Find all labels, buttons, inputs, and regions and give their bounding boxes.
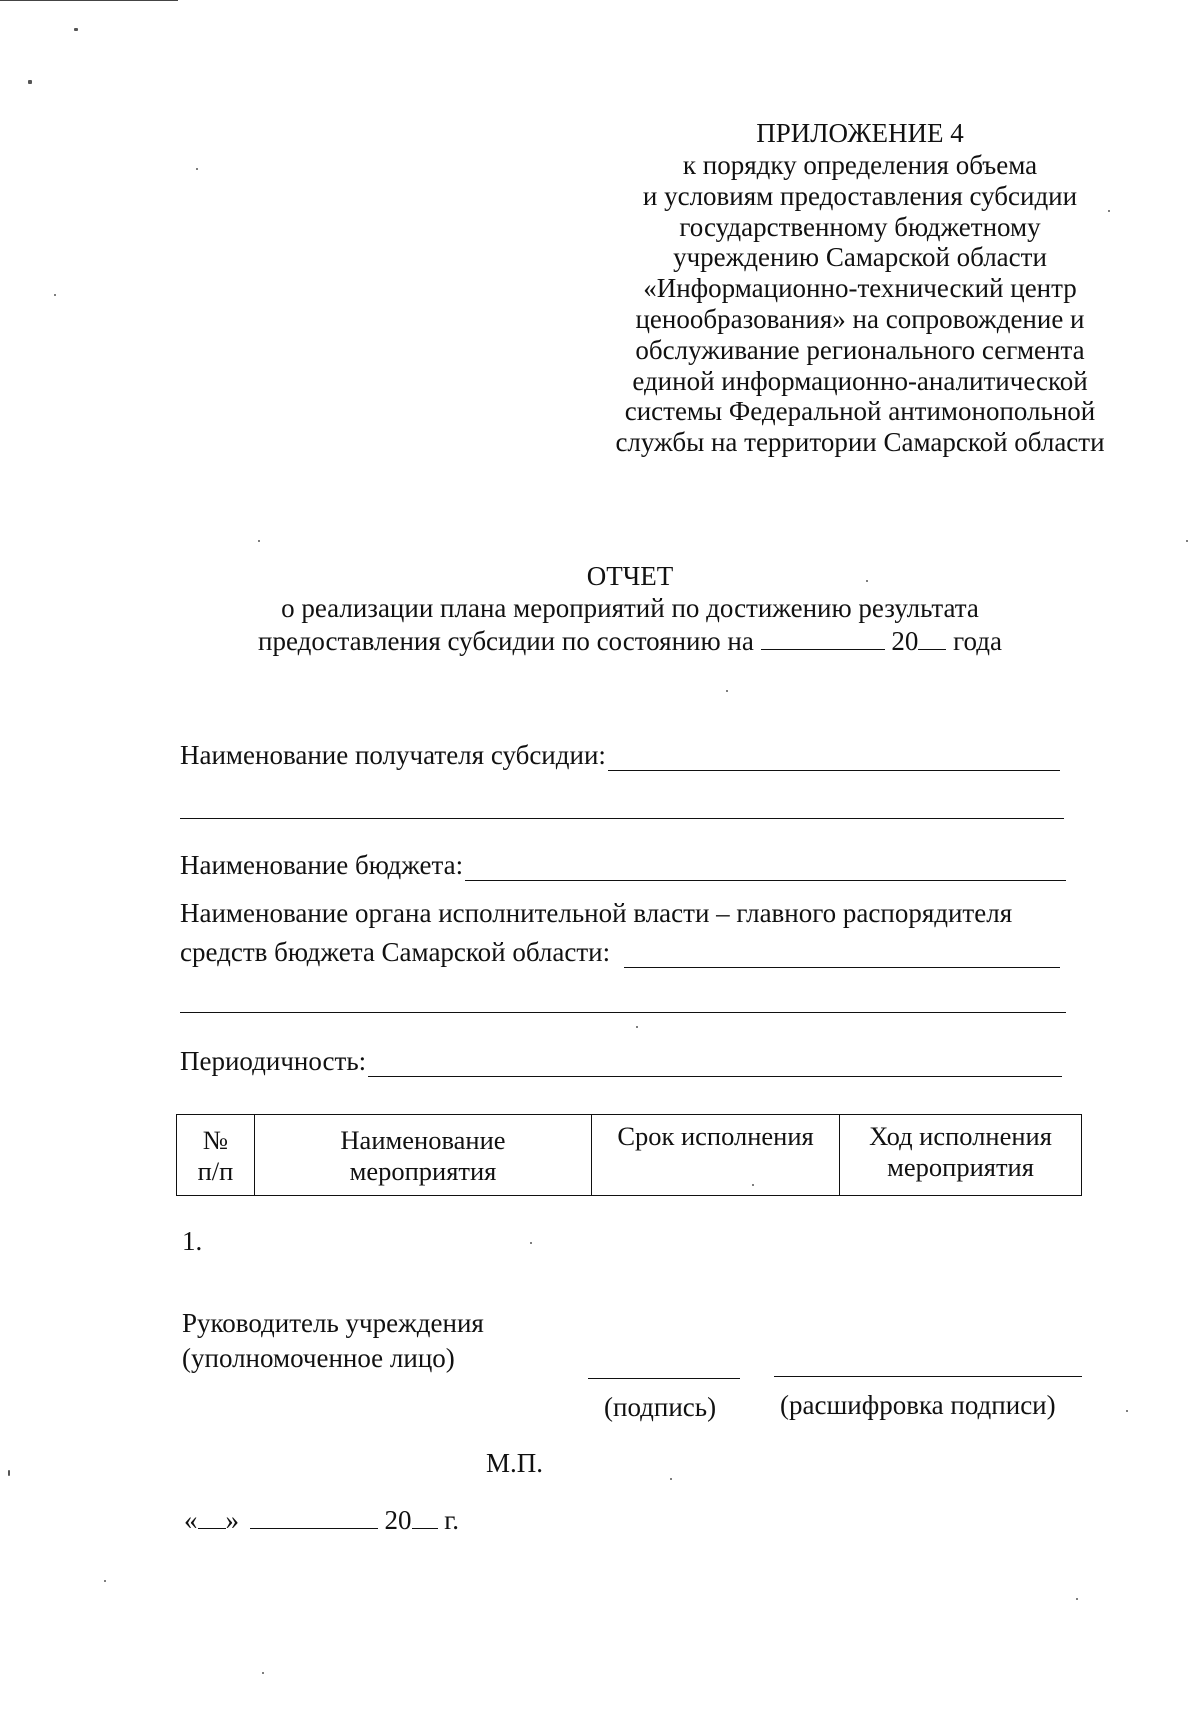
report-subtitle-suffix: года bbox=[953, 626, 1002, 656]
scan-speck bbox=[258, 540, 260, 542]
date-blank[interactable] bbox=[761, 627, 885, 650]
appendix-line: системы Федеральной антимонопольной bbox=[624, 396, 1096, 427]
date-suffix: г. bbox=[444, 1505, 460, 1535]
budget-label: Наименование бюджета: bbox=[180, 850, 464, 880]
scan-speck bbox=[670, 1478, 672, 1480]
appendix-line: ценообразования» на сопровождение и bbox=[635, 303, 1085, 334]
header-cell-line: Ход исполнения bbox=[869, 1121, 1052, 1151]
header-cell-line: № bbox=[202, 1125, 229, 1155]
date-day-field[interactable] bbox=[198, 1508, 226, 1529]
appendix-line: и условиям предоставления субсидии bbox=[642, 180, 1078, 211]
header-cell-line: п/п bbox=[197, 1156, 234, 1186]
recipient-field[interactable] bbox=[608, 746, 1060, 771]
scan-speck bbox=[530, 1242, 532, 1244]
date-month-field[interactable] bbox=[250, 1506, 378, 1529]
scan-speck bbox=[196, 168, 198, 170]
header-cell-line: мероприятия bbox=[887, 1152, 1034, 1182]
authority-field-continuation[interactable] bbox=[180, 1012, 1066, 1013]
periodicity-field[interactable] bbox=[368, 1052, 1062, 1077]
scan-speck bbox=[54, 294, 56, 296]
appendix-line: «Информационно-технический центр bbox=[643, 273, 1077, 304]
header-deadline bbox=[592, 1115, 840, 1196]
report-subtitle-line1: о реализации плана мероприятий по достижению результата bbox=[281, 593, 979, 623]
scan-speck bbox=[636, 1026, 638, 1028]
date-year-prefix: 20 bbox=[384, 1505, 412, 1535]
report-subtitle-prefix: предоставления субсидии по состоянию на bbox=[258, 626, 754, 656]
report-title-block bbox=[130, 560, 1130, 658]
scan-speck bbox=[74, 28, 78, 31]
scan-speck bbox=[726, 690, 728, 692]
scan-speck bbox=[1076, 1598, 1078, 1600]
signature-caption: (подпись) bbox=[604, 1392, 717, 1422]
scan-edge-line bbox=[0, 0, 178, 1]
appendix-line: учреждению Самарской области bbox=[673, 242, 1047, 273]
appendix-line: единой информационно-аналитической bbox=[632, 365, 1088, 396]
date-open-quote: « bbox=[184, 1505, 198, 1535]
scan-speck bbox=[752, 1184, 754, 1186]
scan-speck bbox=[1108, 210, 1110, 212]
table-header-row bbox=[177, 1115, 1082, 1196]
date-close-quote: » bbox=[225, 1505, 239, 1535]
recipient-row bbox=[180, 740, 1066, 771]
appendix-header bbox=[590, 118, 1130, 458]
recipient-label: Наименование получателя субсидии: bbox=[180, 740, 606, 770]
scan-speck bbox=[262, 1672, 264, 1674]
periodicity-row bbox=[180, 1046, 1062, 1077]
report-heading: ОТЧЕТ bbox=[586, 561, 674, 591]
periodicity-label: Периодичность: bbox=[180, 1046, 367, 1076]
head-label-line2: (уполномоченное лицо) bbox=[182, 1343, 455, 1373]
appendix-line: обслуживание регионального сегмента bbox=[635, 334, 1085, 365]
measures-table bbox=[176, 1114, 1082, 1196]
signature-decoding-field[interactable] bbox=[774, 1376, 1082, 1377]
header-progress bbox=[840, 1115, 1082, 1196]
authority-field[interactable] bbox=[624, 943, 1060, 968]
budget-field[interactable] bbox=[465, 856, 1066, 881]
appendix-title: ПРИЛОЖЕНИЕ 4 bbox=[756, 118, 964, 148]
head-label-line1: Руководитель учреждения bbox=[182, 1308, 484, 1338]
appendix-line: государственному бюджетному bbox=[679, 211, 1041, 242]
date-year-field[interactable] bbox=[412, 1506, 438, 1529]
appendix-line: службы на территории Самарской области bbox=[615, 427, 1105, 458]
header-cell-line: Срок исполнения bbox=[617, 1121, 814, 1151]
year-blank[interactable] bbox=[918, 627, 946, 650]
scan-speck bbox=[28, 80, 32, 84]
scan-speck bbox=[1186, 540, 1188, 542]
header-measure-name bbox=[254, 1115, 591, 1196]
budget-row bbox=[180, 850, 1066, 881]
header-number bbox=[177, 1115, 255, 1196]
authority-row bbox=[180, 937, 1060, 968]
signature-field[interactable] bbox=[588, 1378, 740, 1379]
recipient-field-continuation[interactable] bbox=[180, 818, 1064, 819]
authority-label-line2: средств бюджета Самарской области: bbox=[180, 937, 611, 967]
report-year-prefix: 20 bbox=[891, 626, 919, 656]
table-row-number: 1. bbox=[182, 1226, 203, 1256]
authority-label-line1: Наименование органа исполнительной власти – главного распорядителя bbox=[180, 898, 1013, 928]
scan-speck bbox=[1126, 1410, 1128, 1412]
scan-speck bbox=[104, 1580, 106, 1582]
decoding-caption: (расшифровка подписи) bbox=[780, 1390, 1056, 1420]
date-line bbox=[184, 1505, 459, 1536]
appendix-line: к порядку определения объема bbox=[682, 150, 1038, 180]
header-cell-line: мероприятия bbox=[349, 1156, 497, 1186]
scan-speck bbox=[8, 1470, 10, 1476]
stamp-mark: М.П. bbox=[486, 1448, 544, 1478]
scan-speck bbox=[866, 580, 868, 582]
report-subtitle-line2 bbox=[130, 625, 1130, 658]
header-cell-line: Наименование bbox=[340, 1125, 506, 1155]
